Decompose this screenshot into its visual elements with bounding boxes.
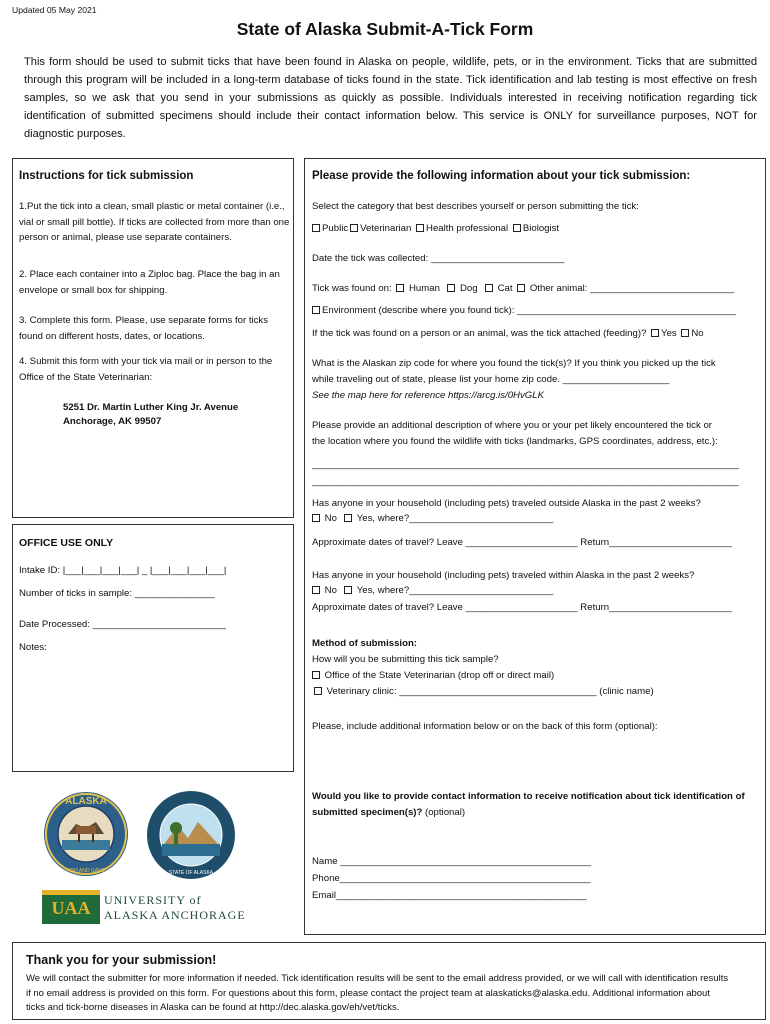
address-line-2: Anchorage, AK 99507 (63, 416, 162, 427)
contact-optional-label: (optional) (422, 807, 466, 818)
svg-text:ALASKA: ALASKA (65, 796, 107, 807)
uaa-logo-line-2: ALASKA ANCHORAGE (104, 908, 246, 922)
environment-row (312, 305, 736, 316)
method-clinic-row (312, 686, 654, 697)
instruction-step-4: 4. Submit this form with your tick via mail or in person to the Office of the State Veterinarian: (19, 356, 273, 383)
method-question: How will you be submitting this tick sample? (312, 654, 499, 665)
description-line-1[interactable]: ________________________________________________________________________________ (312, 459, 739, 470)
within-yes-checkbox[interactable] (344, 586, 352, 594)
svg-text:FISH AND GAME: FISH AND GAME (66, 868, 106, 874)
within-travel-question: Has anyone in your household (including pets) traveled within Alaska in the past 2 weeks? (312, 570, 695, 581)
adfg-logo (42, 790, 130, 878)
contact-question-text: Would you like to provide contact information to receive notification about tick identification of submitted specimen(s)? (312, 791, 745, 818)
instruction-step-1: 1.Put the tick into a clean, small plastic or metal container (i.e., vial or small pill bottle). If ticks are collected from more than one person or animal, please use separate containers. (19, 201, 290, 243)
biologist-label: Biologist (522, 223, 560, 234)
method-clinic-checkbox[interactable] (314, 687, 322, 695)
within-travel-options (312, 585, 553, 596)
date-processed-field[interactable]: Date Processed: _________________________ (19, 619, 226, 630)
found-on-label: Tick was found on: (312, 283, 392, 294)
outside-no-label: No (324, 513, 337, 524)
human-checkbox[interactable] (396, 284, 404, 292)
footer-heading: Thank you for your submission! (26, 953, 217, 967)
outside-travel-dates[interactable]: Approximate dates of travel? Leave _____________________ Return_______________________ (312, 537, 732, 548)
within-travel-dates[interactable]: Approximate dates of travel? Leave _____________________ Return_______________________ (312, 602, 732, 613)
cat-label: Cat (497, 283, 513, 294)
office-use-heading: OFFICE USE ONLY (19, 537, 114, 549)
dog-label: Dog (459, 283, 478, 294)
public-checkbox[interactable] (312, 224, 320, 232)
zip-question-1: What is the Alaskan zip code for where you found the tick(s)? If you think you picked up the tick (312, 358, 716, 369)
description-line-2[interactable]: ________________________________________________________________________________ (312, 476, 739, 487)
environment-checkbox[interactable] (312, 306, 320, 314)
office-use-box (12, 524, 294, 772)
outside-travel-options (312, 513, 553, 524)
description-question-1: Please provide an additional description of where you or your pet likely encountered the tick or (312, 420, 712, 431)
name-field[interactable]: Name _______________________________________________ (312, 856, 592, 867)
clinic-name-field[interactable]: Veterinary clinic: _____________________________________ (clinic name) (326, 686, 654, 697)
dog-checkbox[interactable] (447, 284, 455, 292)
method-heading: Method of submission: (312, 638, 417, 649)
vet-checkbox[interactable] (350, 224, 358, 232)
within-no-label: No (324, 585, 337, 596)
outside-yes-checkbox[interactable] (344, 514, 352, 522)
form-heading: Please provide the following information about your tick submission: (312, 170, 691, 182)
category-options (312, 223, 559, 234)
environment-field[interactable]: Environment (describe where you found tick): _________________________________________ (322, 305, 736, 316)
category-question: Select the category that best describes yourself or person submitting the tick: (312, 201, 639, 212)
map-reference-link[interactable]: See the map here for reference https://arcg.is/0HvGLK (312, 390, 544, 401)
health-label: Health professional (426, 223, 509, 234)
description-question-2: the location where you found the wildlife with ticks (landmarks, GPS coordinates, address, etc.): (312, 436, 718, 447)
updated-date: Updated 05 May 2021 (12, 5, 97, 15)
outside-travel-question: Has anyone in your household (including pets) traveled outside Alaska in the past 2 weeks? (312, 498, 701, 509)
email-field[interactable]: Email_______________________________________________ (312, 890, 587, 901)
other-animal-checkbox[interactable] (517, 284, 525, 292)
instructions-heading: Instructions for tick submission (19, 170, 194, 182)
svg-text:STATE OF ALASKA: STATE OF ALASKA (168, 870, 214, 876)
contact-question (312, 789, 752, 821)
footer-text: We will contact the submitter for more information if needed. Tick identification results will be sent to the email address provided, or we will call with identification results if no email address is provided on this form. For questions about this form, please contact the project team at alaskaticks@alaska.edu. Additional information about ticks and tick-borne diseases in Alaska can be found at http://dec.alaska.gov/eh/vet/ticks. (26, 973, 729, 1013)
notes-label: Notes: (19, 642, 47, 653)
biologist-checkbox[interactable] (513, 224, 521, 232)
zip-question-2[interactable]: while traveling out of state, please list your home zip code. ____________________ (312, 374, 670, 385)
outside-where-field[interactable]: Yes, where?___________________________ (356, 513, 554, 524)
other-animal-field[interactable]: Other animal: ___________________________ (529, 283, 735, 294)
additional-info-label: Please, include additional information below or on the back of this form (optional): (312, 721, 658, 732)
within-no-checkbox[interactable] (312, 586, 320, 594)
num-ticks-field[interactable]: Number of ticks in sample: _______________ (19, 588, 215, 599)
uaa-logo-line-1: UNIVERSITY of (104, 893, 202, 907)
public-label: Public (322, 223, 349, 234)
method-osv-checkbox[interactable] (312, 671, 320, 679)
vet-label: Veterinarian (360, 223, 412, 234)
intake-id-field[interactable]: Intake ID: |___|___|___|___| _ |___|___|___|___| (19, 565, 227, 576)
address-line-1: 5251 Dr. Martin Luther King Jr. Avenue (63, 402, 239, 413)
instruction-step-3: 3. Complete this form. Please, use separate forms for ticks found on different hosts, dates, or locations. (19, 315, 269, 342)
cat-checkbox[interactable] (485, 284, 493, 292)
human-label: Human (408, 283, 440, 294)
phone-field[interactable]: Phone_______________________________________________ (312, 873, 591, 884)
uaa-logo-mark: UAA (42, 890, 100, 924)
attached-question: If the tick was found on a person or an animal, was the tick attached (feeding)? (312, 328, 647, 339)
attached-yes-checkbox[interactable] (651, 329, 659, 337)
method-osv-label: Office of the State Veterinarian (drop off or direct mail) (324, 670, 555, 681)
found-on-row (312, 283, 734, 294)
method-osv-row (312, 670, 554, 681)
attached-yes-label: Yes (661, 328, 677, 339)
dec-seal-logo (146, 790, 236, 880)
health-checkbox[interactable] (416, 224, 424, 232)
attached-no-checkbox[interactable] (681, 329, 689, 337)
page-title: State of Alaska Submit-A-Tick Form (236, 19, 534, 39)
instruction-step-2: 2. Place each container into a Ziploc bag. Place the bag in an envelope or small box for shipping. (19, 269, 280, 296)
date-collected-field[interactable]: Date the tick was collected: _________________________ (312, 253, 565, 264)
outside-no-checkbox[interactable] (312, 514, 320, 522)
intro-paragraph: This form should be used to submit ticks that have been found in Alaska on people, wildlife, pets, or in the environment. Ticks that are submitted through this program will be included in a long-term database of ticks found in the state. Tick identification and lab testing is most effective on fresh samples, so we ask that you send in your submissions as quickly as possible. Individuals interested in receiving notification regarding tick identification of submitted specimens should include their contact information below. This service is ONLY for surveillance purposes, NOT for diagnostic purposes. (24, 56, 757, 140)
attached-row (312, 328, 704, 339)
attached-no-label: No (691, 328, 704, 339)
within-where-field[interactable]: Yes, where?___________________________ (356, 585, 554, 596)
